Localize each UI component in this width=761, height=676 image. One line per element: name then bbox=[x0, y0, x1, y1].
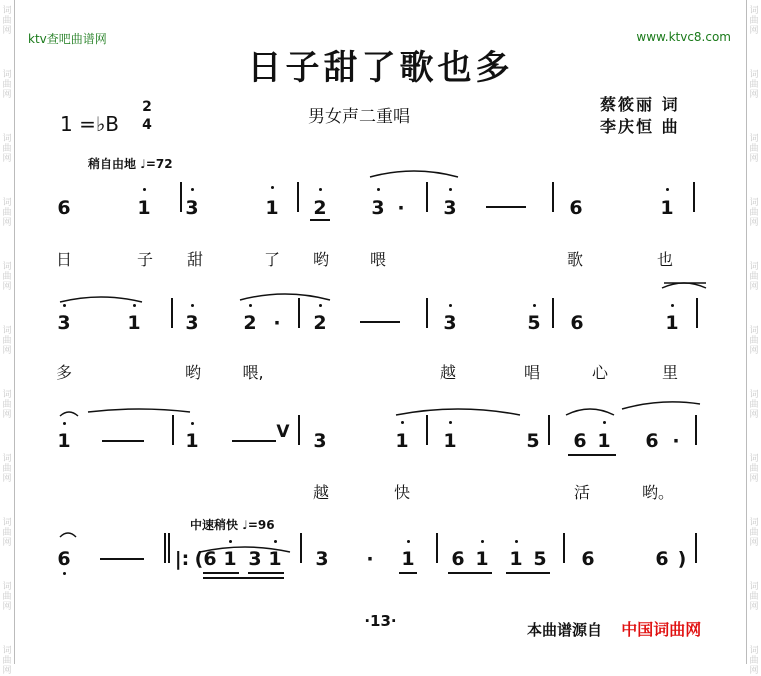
watermark-char: 曲 bbox=[749, 144, 759, 154]
meter-top: 2 bbox=[142, 99, 152, 115]
watermark-char: 网 bbox=[2, 474, 12, 484]
watermark-char: 曲 bbox=[2, 144, 12, 154]
score-note: 1 bbox=[137, 197, 151, 219]
source-label: 本曲谱源自 bbox=[527, 621, 603, 639]
lyric-char: 活 bbox=[573, 483, 591, 502]
breath-mark: V bbox=[276, 422, 290, 442]
watermark-char: 网 bbox=[2, 282, 12, 292]
lyric-char: 越 bbox=[439, 363, 457, 382]
score-note: 3 bbox=[248, 548, 262, 570]
score-note: 3 bbox=[313, 430, 327, 452]
performance-type: 男女声二重唱 bbox=[308, 107, 410, 127]
lyric-char: 心 bbox=[591, 363, 609, 382]
watermark-char: 词 bbox=[2, 390, 12, 400]
watermark-char: 网 bbox=[2, 218, 12, 228]
watermark-char: 词 bbox=[2, 518, 12, 528]
score-note: 1 bbox=[268, 548, 282, 570]
watermark-char: 词 bbox=[749, 70, 759, 80]
source-credit bbox=[527, 617, 701, 640]
watermark-char: 词 bbox=[2, 262, 12, 272]
score-note: · bbox=[672, 430, 680, 452]
score-note: 6 bbox=[57, 197, 71, 219]
score-note: · bbox=[366, 548, 374, 570]
score-note: 2 bbox=[243, 312, 257, 334]
score-note: 6 bbox=[570, 312, 584, 334]
watermark-char: 曲 bbox=[2, 16, 12, 26]
watermark-char: 网 bbox=[749, 218, 759, 228]
lyric-char: 唱 bbox=[523, 363, 541, 382]
score-note: 6 bbox=[203, 548, 217, 570]
lyric-char: 多 bbox=[55, 363, 73, 382]
score-note: 1 bbox=[223, 548, 237, 570]
tie-arc bbox=[370, 171, 458, 177]
score-note: 6 bbox=[645, 430, 659, 452]
score-note: 3 bbox=[371, 197, 385, 219]
site-link-right[interactable]: www.ktvc8.com bbox=[636, 30, 731, 44]
score-note: 1 bbox=[57, 430, 71, 452]
lyric-char: 哟 bbox=[312, 250, 330, 269]
watermark-char: 曲 bbox=[2, 656, 12, 666]
score-note: 1 bbox=[665, 312, 679, 334]
lyric-char: 子 bbox=[136, 250, 154, 269]
score-note: 6 bbox=[581, 548, 595, 570]
watermark-char: 网 bbox=[2, 602, 12, 612]
key-signature: 1 =♭B bbox=[60, 112, 119, 136]
watermark-char: 曲 bbox=[749, 528, 759, 538]
watermark-char: 曲 bbox=[2, 400, 12, 410]
watermark-char: 词 bbox=[2, 6, 12, 16]
score-note: 6 bbox=[655, 548, 669, 570]
watermark-char: 曲 bbox=[749, 464, 759, 474]
watermark-char: 词 bbox=[749, 198, 759, 208]
score-note: ) bbox=[677, 548, 687, 570]
watermark-char: 网 bbox=[749, 538, 759, 548]
watermark-char: 网 bbox=[749, 602, 759, 612]
score-note: 3 bbox=[443, 312, 457, 334]
score-note: 1 bbox=[475, 548, 489, 570]
lyric-char: 喂 bbox=[369, 250, 387, 269]
score-note: 1 bbox=[127, 312, 141, 334]
tie-arc bbox=[622, 402, 700, 409]
score-note: 3 bbox=[315, 548, 329, 570]
watermark-char: 网 bbox=[2, 666, 12, 676]
watermark-char: 网 bbox=[2, 154, 12, 164]
watermark-char: 网 bbox=[749, 410, 759, 420]
watermark-char: 网 bbox=[2, 26, 12, 36]
tempo-marking-2: 中速稍快 ♩=96 bbox=[190, 518, 275, 532]
watermark-char: 词 bbox=[2, 454, 12, 464]
watermark-char: 词 bbox=[2, 70, 12, 80]
watermark-char: 网 bbox=[2, 90, 12, 100]
watermark-char: 曲 bbox=[2, 208, 12, 218]
score-note: · bbox=[397, 197, 405, 219]
tie-arc bbox=[200, 547, 290, 552]
song-title: 日子甜了歌也多 bbox=[247, 48, 514, 88]
watermark-char: 网 bbox=[2, 346, 12, 356]
score-note: 1 bbox=[401, 548, 415, 570]
watermark-char: 词 bbox=[749, 582, 759, 592]
source-site-link[interactable]: 中国词曲网 bbox=[621, 620, 702, 639]
watermark-char: 曲 bbox=[749, 16, 759, 26]
lyric-char: 快 bbox=[393, 483, 411, 502]
watermark-char: 词 bbox=[749, 454, 759, 464]
lyric-char: 哟。 bbox=[641, 483, 675, 502]
meter-bottom: 4 bbox=[142, 117, 152, 133]
lyric-char: 歌 bbox=[566, 250, 584, 269]
watermark-char: 曲 bbox=[2, 80, 12, 90]
tie-arc bbox=[60, 412, 78, 416]
score-note: 1 bbox=[395, 430, 409, 452]
score-note: 1 bbox=[265, 197, 279, 219]
watermark-char: 网 bbox=[749, 474, 759, 484]
score-note: 6 bbox=[573, 430, 587, 452]
tempo-marking-1: 稍自由地 ♩=72 bbox=[88, 157, 173, 171]
score-note: 5 bbox=[533, 548, 547, 570]
lyric-char: 了 bbox=[263, 250, 281, 269]
score-note: 6 bbox=[57, 548, 71, 570]
watermark-char: 网 bbox=[2, 410, 12, 420]
tie-arc bbox=[396, 409, 520, 415]
score-note: 3 bbox=[185, 312, 199, 334]
lyric-char: 里 bbox=[661, 363, 679, 382]
watermark-char: 曲 bbox=[2, 272, 12, 282]
score-note: 5 bbox=[527, 312, 541, 334]
watermark-char: 词 bbox=[749, 6, 759, 16]
composer-credit: 李庆恒 曲 bbox=[600, 117, 680, 136]
watermark-char: 曲 bbox=[749, 656, 759, 666]
watermark-char: 曲 bbox=[749, 592, 759, 602]
watermark-char: 曲 bbox=[2, 592, 12, 602]
score-note: 3 bbox=[185, 197, 199, 219]
score-note: · bbox=[273, 312, 281, 334]
score-note: ( bbox=[194, 548, 204, 570]
score-note: 6 bbox=[451, 548, 465, 570]
score-note: 1 bbox=[597, 430, 611, 452]
watermark-char: 曲 bbox=[2, 336, 12, 346]
score-note: 3 bbox=[57, 312, 71, 334]
watermark-char: 网 bbox=[749, 346, 759, 356]
lyric-char: 甜 bbox=[186, 250, 204, 269]
watermark-char: 曲 bbox=[749, 80, 759, 90]
watermark-char: 词 bbox=[749, 134, 759, 144]
watermark-char: 词 bbox=[2, 582, 12, 592]
score-note: |: bbox=[174, 548, 190, 570]
lyric-char: 日 bbox=[55, 250, 73, 269]
score-note: 1 bbox=[185, 430, 199, 452]
watermark-char: 网 bbox=[749, 666, 759, 676]
lyric-char: 哟 bbox=[184, 363, 202, 382]
watermark-char: 曲 bbox=[749, 400, 759, 410]
score-note: 6 bbox=[569, 197, 583, 219]
tie-arc bbox=[88, 409, 190, 412]
watermark-char: 词 bbox=[749, 262, 759, 272]
watermark-char: 网 bbox=[749, 26, 759, 36]
lyric-char: 也 bbox=[656, 250, 674, 269]
watermark-char: 词 bbox=[749, 390, 759, 400]
lyricist-credit: 蔡筱丽 词 bbox=[600, 95, 680, 114]
tie-arc bbox=[566, 409, 614, 415]
watermark-char: 网 bbox=[749, 90, 759, 100]
tie-arc bbox=[60, 297, 142, 302]
watermark-char: 词 bbox=[749, 326, 759, 336]
watermark-char: 曲 bbox=[2, 464, 12, 474]
watermark-char: 曲 bbox=[749, 208, 759, 218]
lyric-char: 越 bbox=[312, 483, 330, 502]
watermark-char: 词 bbox=[2, 198, 12, 208]
score-note: 2 bbox=[313, 312, 327, 334]
watermark-char: 曲 bbox=[749, 336, 759, 346]
lyric-char: 喂, bbox=[242, 363, 264, 382]
score-note: 1 bbox=[660, 197, 674, 219]
score-note: 2 bbox=[313, 197, 327, 219]
tie-arc bbox=[60, 533, 76, 537]
watermark-char: 曲 bbox=[2, 528, 12, 538]
score-note: 5 bbox=[526, 430, 540, 452]
score-note: 3 bbox=[443, 197, 457, 219]
watermark-char: 词 bbox=[2, 134, 12, 144]
watermark-char: 网 bbox=[749, 154, 759, 164]
page-number: ·13· bbox=[364, 612, 397, 630]
watermark-char: 曲 bbox=[749, 272, 759, 282]
watermark-char: 词 bbox=[2, 646, 12, 656]
watermark-char: 词 bbox=[749, 646, 759, 656]
tie-arc bbox=[240, 294, 330, 300]
score-note: 1 bbox=[443, 430, 457, 452]
watermark-char: 词 bbox=[2, 326, 12, 336]
watermark-char: 词 bbox=[749, 518, 759, 528]
score-note: 1 bbox=[509, 548, 523, 570]
site-link-left[interactable]: ktv查吧曲谱网 bbox=[28, 32, 107, 46]
watermark-char: 网 bbox=[749, 282, 759, 292]
watermark-char: 网 bbox=[2, 538, 12, 548]
